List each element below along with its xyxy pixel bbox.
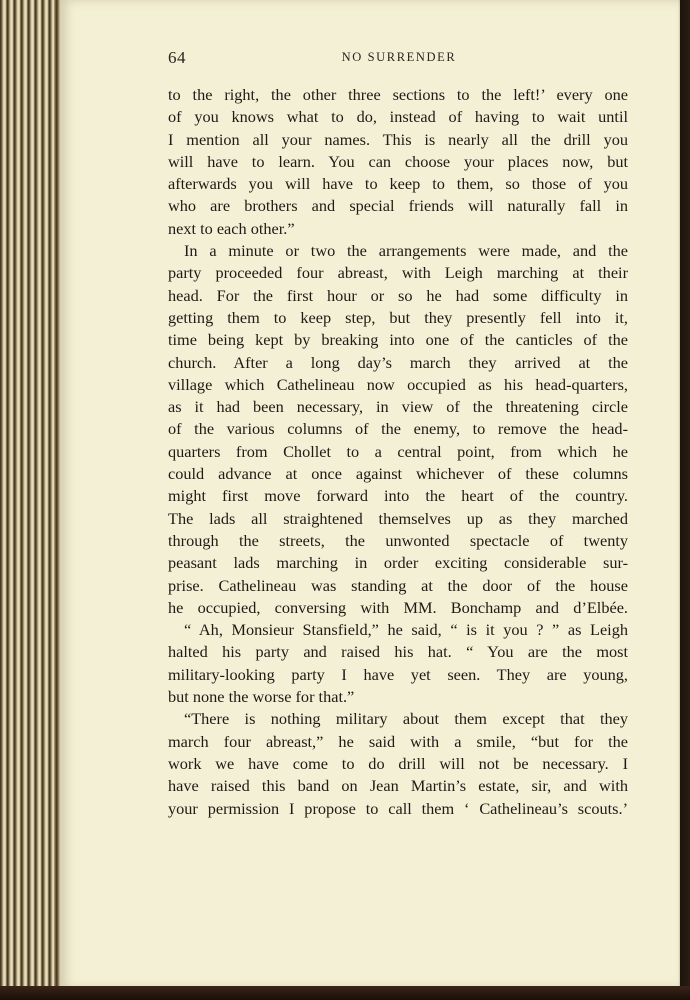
text-line: peasant lads marching in order exciting considerable sur- [168,553,628,573]
text-line: as it had been necessary, in view of the threatening circle [168,397,628,417]
book-cover-edge [0,986,690,1000]
text-line: of the various columns of the enemy, to remove the head- [168,419,628,439]
text-line: your permission I propose to call them ‘ Cathelineau’s scouts.’ [168,798,628,818]
page-shadow [678,0,690,1000]
text-line: party proceeded four abreast, with Leigh marching at their [168,263,628,283]
text-line: getting them to keep step, but they presently fell into it, [168,307,628,327]
running-head [168,48,630,68]
text-line: church. After a long day’s march they arrived at the [168,352,628,372]
text-line: through the streets, the unwonted spectacle of twenty [168,530,628,550]
text-line: The lads all straightened themselves up as they marched [168,508,628,528]
text-line: could advance at once against whichever of these columns [168,464,628,484]
text-line: afterwards you will have to keep to them, so those of you [168,174,628,194]
text-line: but none the worse for that.” [168,687,355,707]
text-line: quarters from Chollet to a central point, from which he [168,441,628,461]
page-edges [0,0,64,992]
text-line: have raised this band on Jean Martin’s estate, sir, and with [168,776,628,796]
text-line: who are brothers and special friends will naturally fall in [168,196,628,216]
text-line: of you knows what to do, instead of having to wait until [168,107,628,127]
text-line: he occupied, conversing with MM. Bonchamp and d’Elbée. [168,597,628,617]
text-line: In a minute or two the arrangements were made, and the [184,241,628,261]
text-line: time being kept by breaking into one of the canticles of the [168,330,628,350]
text-line: next to each other.” [168,218,295,238]
text-line: halted his party and raised his hat. “ You are the most [168,642,628,662]
text-line: village which Cathelineau now occupied as his head-quarters, [168,374,628,394]
text-line: work we have come to do drill will not be necessary. I [168,753,628,773]
text-line: prise. Cathelineau was standing at the door of the house [168,575,628,595]
running-title: NO SURRENDER [341,50,457,64]
text-line: military-looking party I have yet seen. They are young, [168,664,628,684]
page-number: 64 [168,48,186,67]
text-line: march four abreast,” he said with a smile, “but for the [168,731,628,751]
text-line: head. For the first hour or so he had some difficulty in [168,285,628,305]
body-text [168,84,628,820]
text-line: might first move forward into the heart of the country. [168,486,628,506]
text-line: will have to learn. You can choose your places now, but [168,151,628,171]
text-line: to the right, the other three sections to the left!’ every one [168,85,628,104]
text-line: I mention all your names. This is nearly all the drill you [168,129,628,149]
text-line: “ Ah, Monsieur Stansfield,” he said, “ is it you ? ” as Leigh [184,620,628,640]
text-line: “There is nothing military about them except that they [184,709,628,729]
